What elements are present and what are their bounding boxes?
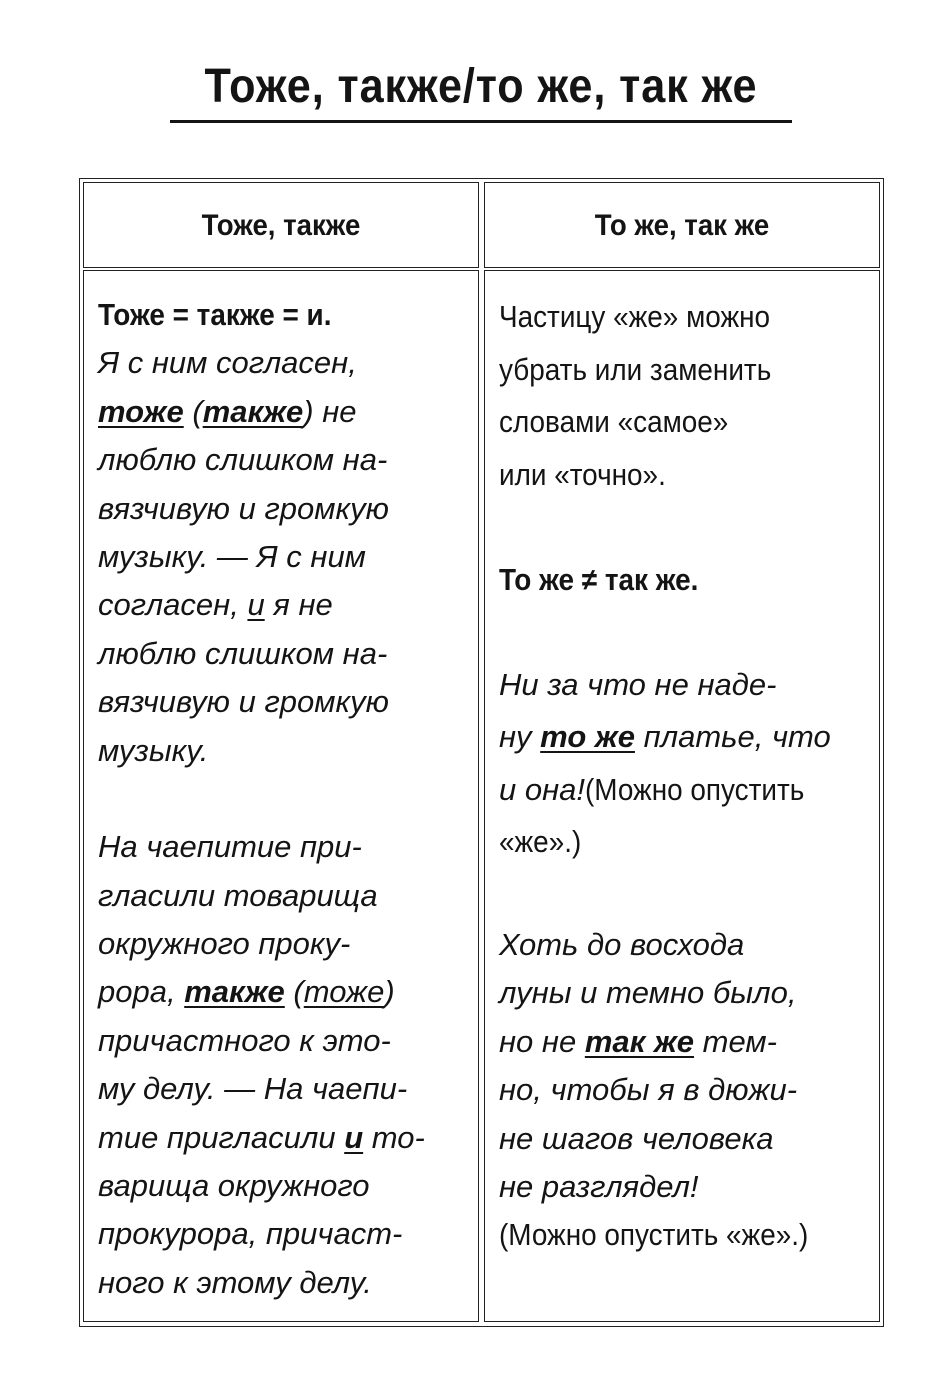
right-example-2-line: луны и темно было, — [499, 975, 797, 1011]
header-left: Тоже, также — [201, 209, 361, 242]
left-example-1-line: люблю слишком на- — [98, 442, 388, 478]
left-example-1-line: Я с ним согласен, — [98, 345, 357, 381]
body-cell-left — [83, 270, 479, 1322]
left-example-2-line: му делу. — На чаепи- — [98, 1071, 408, 1107]
body-cell-right — [484, 270, 880, 1322]
right-intro-line: или «точно». — [499, 456, 666, 492]
right-example-1-line: ну то же платье, что — [499, 719, 831, 754]
spacer — [499, 869, 871, 922]
right-example-2-line: не разглядел! — [499, 1168, 699, 1204]
right-example-1-line: Ни за что не наде- — [499, 666, 777, 702]
left-example-2-line: окружного проку- — [98, 926, 351, 962]
title-underline — [170, 120, 792, 123]
right-column-text — [499, 291, 871, 1260]
right-example-1-line: и она!(Можно опустить — [499, 771, 805, 807]
header-cell-right — [484, 182, 880, 268]
left-example-2-line: варища окружного — [98, 1168, 370, 1204]
right-rule: То же ≠ так же. — [499, 561, 699, 597]
right-example-2-line: но не так же тем- — [499, 1023, 777, 1059]
left-example-2-line: причастного к это- — [98, 1022, 391, 1058]
left-example-1-line: вязчивую и громкую — [98, 490, 389, 526]
page-title: Тоже, также/то же, так же — [204, 60, 758, 113]
left-example-2-line: тие пригласили и то- — [98, 1119, 425, 1155]
left-example-2-line: прокурора, причаст- — [98, 1216, 403, 1252]
left-example-1-line: люблю слишком на- — [98, 635, 388, 671]
left-example-2-line: гласили товарища — [98, 877, 378, 913]
left-example-1-line: музыку. — [98, 732, 209, 768]
comparison-table — [79, 178, 884, 1327]
left-example-1-line: музыку. — Я с ним — [98, 538, 366, 574]
left-example-2-line: ного к этому делу. — [98, 1264, 372, 1300]
spacer — [499, 501, 871, 554]
left-example-1-line: вязчивую и громкую — [98, 684, 389, 720]
spacer — [499, 606, 871, 659]
left-rule: Тоже = также = и. — [98, 297, 332, 332]
left-column-text — [98, 291, 470, 1307]
right-intro-line: убрать или заменить — [499, 351, 772, 387]
spacer — [98, 775, 470, 823]
right-example-2-line: не шагов человека — [499, 1120, 774, 1156]
left-example-2-line: На чаепитие при- — [98, 829, 362, 865]
right-intro-line: Частицу «же» можно — [499, 299, 771, 334]
right-example-2-line: но, чтобы я в дюжи- — [499, 1072, 798, 1108]
header-cell-left — [83, 182, 479, 268]
left-example-1-line: согласен, и я не — [98, 587, 333, 623]
right-example-2-note: (Можно опустить «же».) — [499, 1217, 809, 1253]
right-example-2-line: Хоть до восхода — [499, 927, 745, 962]
header-right: То же, так же — [594, 209, 770, 242]
right-example-1-line: «же».) — [499, 824, 582, 859]
left-example-1-line: тоже (также) не — [98, 393, 357, 429]
page-title-wrap — [170, 55, 792, 119]
right-intro-line: словами «самое» — [499, 404, 729, 439]
left-example-2-line: рора, также (тоже) — [98, 974, 395, 1010]
